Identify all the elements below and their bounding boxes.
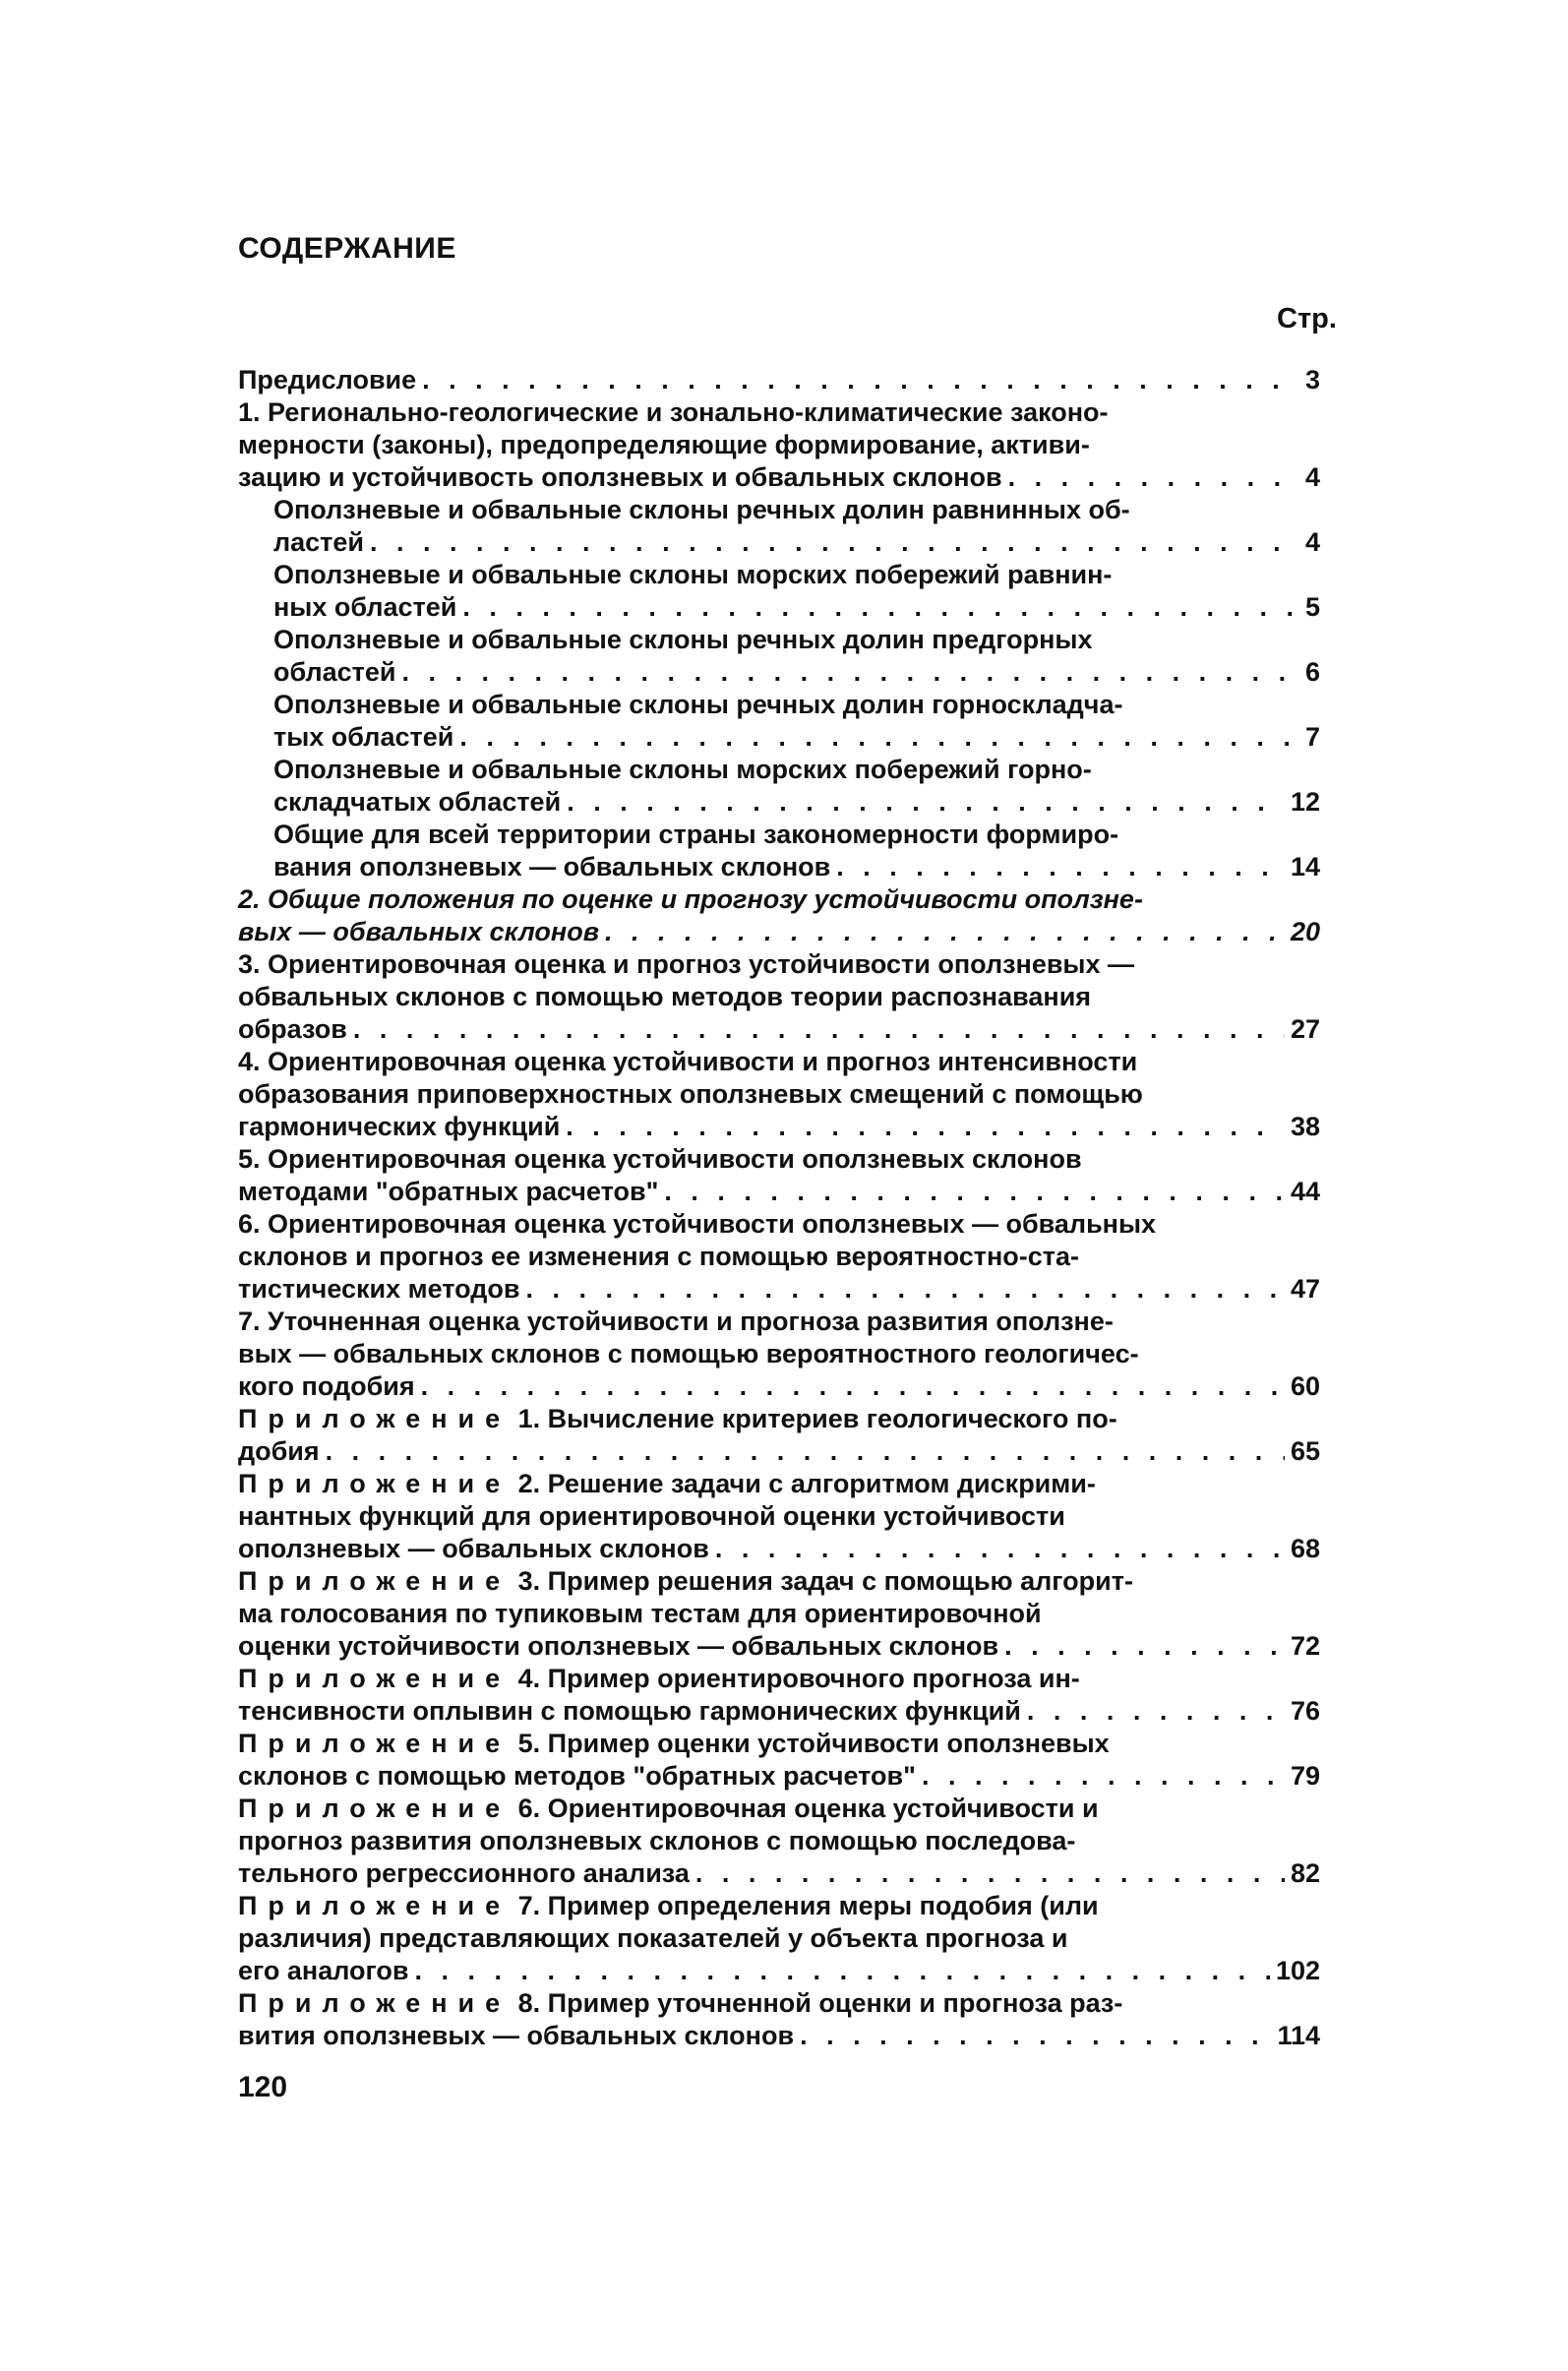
toc-entry: [238, 1987, 1320, 2052]
toc-line: 7. Уточненная оценка устойчивости и прогноза развития оползне-: [238, 1307, 1114, 1336]
toc-last-line: [273, 591, 1320, 624]
toc-last-line: [238, 364, 1320, 396]
toc-entry: [238, 948, 1320, 1046]
toc-entry-text: [238, 948, 1320, 1013]
toc-line: 1. Регионально-геологические и зонально-климатические законо-: [238, 397, 1109, 427]
toc-page-number: 102: [1275, 1956, 1320, 1985]
toc-entry: [238, 559, 1320, 624]
dot-leader: [462, 591, 1297, 624]
dot-leader: [567, 786, 1285, 819]
toc-page-number: 82: [1290, 1858, 1320, 1888]
toc-page-number: 76: [1290, 1696, 1320, 1726]
toc-line: образования приповерхностных оползневых смещений с помощью: [238, 1079, 1143, 1109]
toc-line: нантных функций для ориентировочной оценки устойчивости: [238, 1501, 1065, 1531]
toc-entry: [238, 1663, 1320, 1728]
dot-leader: [800, 2020, 1271, 2052]
toc-entry-text: [238, 1793, 1320, 1857]
toc-last-line: [273, 656, 1320, 689]
appendix-label: Приложение: [238, 1891, 512, 1920]
toc-line: Оползневые и обвальные склоны речных долин предгорных: [273, 625, 1093, 654]
dot-leader: [664, 1176, 1285, 1208]
toc-last-line: [238, 1273, 1320, 1306]
dot-leader: [326, 1435, 1285, 1468]
appendix-label: Приложение: [238, 1729, 512, 1758]
appendix-label: Приложение: [238, 1469, 512, 1498]
toc-entry-text: [238, 1987, 1320, 2020]
page-column-label: Стр.: [1277, 303, 1337, 334]
appendix-label: Приложение: [238, 1566, 512, 1596]
toc-entry: [238, 1306, 1320, 1403]
dot-leader: [715, 1533, 1285, 1565]
toc-last-line: [238, 461, 1320, 494]
appendix-label: Приложение: [238, 1404, 512, 1433]
toc-last-line: [273, 851, 1320, 883]
toc-line: Предисловие: [238, 365, 417, 395]
toc-line: мерности (законы), предопределяющие формирование, активи-: [238, 430, 1090, 459]
toc-entry-text: [238, 1208, 1320, 1273]
toc-last-line: [273, 721, 1320, 754]
toc-entry-text: [238, 1663, 1320, 1695]
toc-last-line: [238, 1533, 1320, 1565]
toc-entry-text: [273, 624, 1320, 656]
toc-last-line: [273, 786, 1320, 819]
toc-page-number: 6: [1304, 657, 1320, 687]
dot-leader: [922, 1760, 1285, 1793]
toc-last-line: [238, 1760, 1320, 1793]
toc-line: оценки устойчивости оползневых — обвальных склонов: [238, 1631, 999, 1661]
toc-entry-text: [238, 1468, 1320, 1533]
toc-line: кого подобия: [238, 1371, 415, 1401]
toc-entry: [238, 396, 1320, 494]
toc-last-line: [238, 916, 1320, 948]
dot-leader: [415, 1955, 1270, 1987]
toc-line: прогноз развития оползневых склонов с помощью последова-: [238, 1826, 1076, 1855]
dot-leader: [421, 1370, 1285, 1403]
table-of-contents: [238, 364, 1320, 2052]
toc-entry-text: [273, 559, 1320, 591]
toc-page-number: 68: [1290, 1534, 1320, 1563]
toc-entry-text: [273, 819, 1320, 851]
toc-entry-text: [238, 1143, 1320, 1176]
page-title: СОДЕРЖАНИЕ: [238, 232, 456, 265]
toc-line: 3. Пример решения задач с помощью алгорит-: [511, 1566, 1133, 1596]
toc-page-number: 44: [1290, 1177, 1320, 1206]
toc-line: 3. Ориентировочная оценка и прогноз устойчивости оползневых —: [238, 949, 1135, 979]
toc-entry: [238, 754, 1320, 819]
toc-page-number: 47: [1290, 1274, 1320, 1304]
toc-line: тых областей: [273, 722, 454, 752]
toc-page-number: 27: [1290, 1014, 1320, 1044]
toc-line: 6. Ориентировочная оценка устойчивости и: [511, 1793, 1099, 1823]
toc-entry-text: [238, 1890, 1320, 1955]
toc-last-line: [238, 1111, 1320, 1143]
toc-last-line: [238, 1370, 1320, 1403]
toc-line: образов: [238, 1014, 347, 1044]
toc-line: оползневых — обвальных склонов: [238, 1534, 709, 1563]
toc-line: 2. Решение задачи с алгоритмом дискрими-: [511, 1469, 1096, 1498]
page-number: 120: [238, 2071, 288, 2103]
toc-line: вития оползневых — обвальных склонов: [238, 2021, 795, 2050]
dot-leader: [370, 526, 1295, 559]
toc-last-line: [238, 1176, 1320, 1208]
toc-line: 5. Пример оценки устойчивости оползневых: [511, 1729, 1110, 1758]
toc-page-number: 5: [1304, 592, 1320, 622]
toc-line: Оползневые и обвальные склоны речных долин равнинных об-: [273, 495, 1130, 524]
appendix-label: Приложение: [238, 1793, 512, 1823]
dot-leader: [1004, 1630, 1285, 1663]
toc-entry-text: [238, 1565, 1320, 1630]
toc-line: Оползневые и обвальные склоны морских побережий горно-: [273, 755, 1092, 784]
toc-entry: [238, 1468, 1320, 1565]
toc-line: вых — обвальных склонов с помощью вероятностного геологичес-: [238, 1339, 1139, 1368]
toc-entry: [238, 819, 1320, 883]
toc-line: ластей: [273, 527, 365, 557]
dot-leader: [605, 916, 1285, 948]
toc-line: вых — обвальных склонов: [238, 917, 600, 946]
toc-page-number: 79: [1290, 1761, 1320, 1791]
dot-leader: [526, 1273, 1285, 1306]
toc-line: ных областей: [273, 592, 457, 622]
dot-leader: [1027, 1695, 1285, 1728]
dot-leader: [422, 364, 1296, 396]
toc-entry: [238, 494, 1320, 559]
toc-entry: [238, 1046, 1320, 1143]
toc-line: Общие для всей территории страны закономерности формиро-: [273, 820, 1119, 849]
toc-entry-text: [238, 1046, 1320, 1111]
appendix-label: Приложение: [238, 1664, 512, 1693]
dot-leader: [1008, 461, 1299, 494]
dot-leader: [402, 656, 1296, 689]
toc-last-line: [238, 1857, 1320, 1890]
toc-line: складчатых областей: [273, 787, 562, 817]
toc-line: зацию и устойчивость оползневых и обвальных склонов: [238, 462, 1002, 492]
toc-entry: [238, 1143, 1320, 1208]
dot-leader: [566, 1111, 1285, 1143]
toc-entry-text: [238, 883, 1320, 916]
toc-entry: [238, 624, 1320, 689]
toc-page-number: 114: [1277, 2021, 1320, 2050]
toc-last-line: [238, 1435, 1320, 1468]
toc-page-number: 7: [1304, 722, 1320, 752]
toc-line: различия) представляющих показателей у объекта прогноза и: [238, 1923, 1068, 1953]
toc-entry: [238, 1890, 1320, 1987]
toc-page-number: 3: [1304, 365, 1320, 395]
toc-last-line: [238, 1955, 1320, 1987]
toc-line: 6. Ориентировочная оценка устойчивости оползневых — обвальных: [238, 1209, 1157, 1239]
toc-entry: [238, 1208, 1320, 1306]
toc-line: ма голосования по тупиковым тестам для ориентировочной: [238, 1599, 1042, 1628]
toc-page-number: 65: [1290, 1436, 1320, 1466]
toc-entry: [238, 883, 1320, 948]
toc-entry: [238, 1565, 1320, 1663]
toc-page-number: 4: [1304, 527, 1320, 557]
toc-page-number: 14: [1290, 852, 1320, 882]
toc-line: 8. Пример уточненной оценки и прогноза раз-: [511, 1988, 1123, 2018]
toc-line: 4. Пример ориентировочного прогноза ин-: [511, 1664, 1080, 1693]
toc-line: Оползневые и обвальные склоны речных долин горноскладча-: [273, 690, 1123, 719]
toc-entry: [238, 1728, 1320, 1793]
toc-line: областей: [273, 657, 396, 687]
toc-line: тистических методов: [238, 1274, 520, 1304]
toc-page-number: 72: [1290, 1631, 1320, 1661]
dot-leader: [836, 851, 1285, 883]
toc-page-number: 12: [1290, 787, 1320, 817]
toc-entry: [238, 364, 1320, 396]
toc-last-line: [238, 2020, 1320, 2052]
dot-leader: [695, 1857, 1285, 1890]
toc-page-number: 20: [1290, 917, 1320, 946]
toc-last-line: [238, 1695, 1320, 1728]
toc-entry-text: [273, 494, 1320, 526]
toc-line: его аналогов: [238, 1956, 409, 1985]
toc-last-line: [273, 526, 1320, 559]
toc-line: 7. Пример определения меры подобия (или: [511, 1891, 1099, 1920]
toc-entry-text: [273, 689, 1320, 721]
toc-last-line: [238, 1630, 1320, 1663]
toc-entry-text: [238, 1403, 1320, 1435]
toc-line: 1. Вычисление критериев геологического по-: [511, 1404, 1117, 1433]
toc-last-line: [238, 1013, 1320, 1046]
toc-line: 5. Ориентировочная оценка устойчивости оползневых склонов: [238, 1144, 1082, 1174]
toc-line: склонов и прогноз ее изменения с помощью вероятностно-ста-: [238, 1242, 1080, 1271]
appendix-label: Приложение: [238, 1988, 512, 2018]
toc-line: 2. Общие положения по оценке и прогнозу устойчивости оползне-: [238, 884, 1143, 914]
dot-leader: [353, 1013, 1285, 1046]
toc-line: Оползневые и обвальные склоны морских побережий равнин-: [273, 560, 1113, 589]
toc-line: обвальных склонов с помощью методов теории распознавания: [238, 982, 1092, 1011]
toc-page-number: 60: [1290, 1371, 1320, 1401]
toc-line: склонов с помощью методов "обратных расчетов": [238, 1761, 916, 1791]
toc-line: тенсивности оплывин с помощью гармонических функций: [238, 1696, 1021, 1726]
toc-entry-text: [238, 1306, 1320, 1370]
toc-line: методами "обратных расчетов": [238, 1177, 659, 1206]
toc-page-number: 4: [1304, 462, 1320, 492]
toc-entry-text: [238, 396, 1320, 461]
toc-entry: [238, 1403, 1320, 1468]
toc-line: тельного регрессионного анализа: [238, 1858, 690, 1888]
toc-entry-text: [238, 1728, 1320, 1760]
toc-page-number: 38: [1290, 1112, 1320, 1141]
toc-entry: [238, 689, 1320, 754]
toc-line: добия: [238, 1436, 320, 1466]
toc-entry-text: [273, 754, 1320, 786]
toc-entry: [238, 1793, 1320, 1890]
dot-leader: [459, 721, 1297, 754]
toc-line: гармонических функций: [238, 1112, 561, 1141]
toc-line: вания оползневых — обвальных склонов: [273, 852, 831, 882]
toc-line: 4. Ориентировочная оценка устойчивости и прогноз интенсивности: [238, 1047, 1138, 1076]
